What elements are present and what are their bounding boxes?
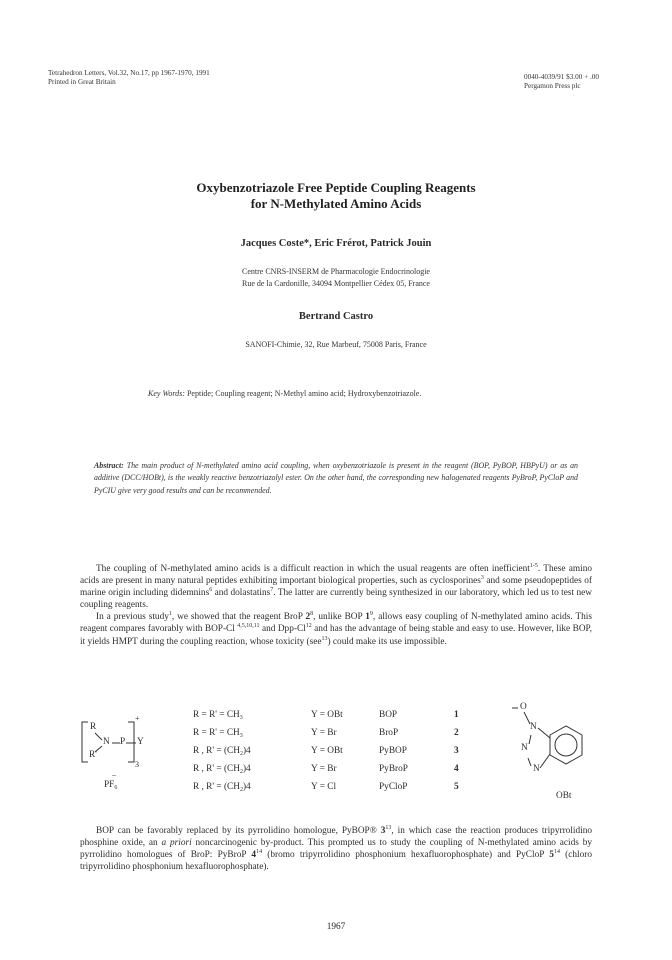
journal-header-right [524, 73, 599, 91]
row-3-compound-number: 3 [454, 746, 459, 756]
p2-text-2: , we showed that the reagent BroP [171, 612, 306, 623]
scheme-sub-3: 3 [135, 760, 139, 769]
p3-text-11: (chloro tripyrrolidino phosphonium hexafluorophosphate). [80, 850, 593, 873]
title-line-2: for N-Methylated Amino Acids [250, 196, 422, 211]
row-2-reagent-name: BroP [379, 728, 399, 738]
second-author: Bertrand Castro [298, 311, 374, 322]
scheme-plus: + [135, 714, 140, 723]
row-1-leaving-group: Y = OBt [311, 710, 343, 720]
obt-structure [500, 700, 610, 810]
p3-ref-3: 14 [553, 849, 560, 856]
row-5-reagent-name: PyCloP [379, 782, 408, 792]
row-4-compound-number: 4 [454, 764, 459, 774]
obt-n1: N [530, 722, 537, 732]
pf6-text: PF [104, 780, 115, 790]
affiliation-1-line-1: Centre CNRS-INSERM de Pharmacologie Endocrinologie [242, 267, 430, 276]
row-substituent-text: R = R' = CH [193, 710, 240, 720]
obt-n2: N [521, 743, 528, 753]
p3-ref-2: 14 [256, 849, 263, 856]
body-section-2 [80, 825, 592, 873]
p2-ref-3: 9 [369, 611, 373, 618]
p3-num-4: 4 [251, 850, 257, 861]
p1-text-b: . These amino acids are present in many natural peptides exhibiting important biological properties, such as cyclosporines [80, 564, 592, 587]
pf6-sub: 6 [114, 785, 118, 791]
row-substituent-sub: 2 [239, 787, 243, 793]
p2-ref-1: 1 [168, 611, 172, 618]
row-4-leaving-group: Y = Br [311, 764, 337, 774]
p2-text-8: , allows easy coupling of N-methylated amino acids. This reagent compares favorably with BOP-Cl [80, 612, 592, 635]
row-5-compound-number: 5 [454, 782, 459, 792]
p3-ref-1: 13 [385, 825, 392, 831]
row-substituent-text: R , R' = (CH [193, 746, 240, 756]
row-substituent-tail: )4 [242, 782, 251, 792]
page-number: 1967 [326, 922, 346, 932]
row-substituent-tail: )4 [242, 764, 251, 774]
row-substituent-sub: 2 [239, 751, 243, 757]
scheme-r: R [90, 722, 97, 732]
row-1-compound-number: 1 [454, 710, 459, 720]
paper-title [0, 180, 672, 212]
price-code: 0040-4039/91 $3.00 + .00 [524, 73, 599, 81]
paragraph-3 [80, 825, 592, 873]
p2-ref-5: 12 [305, 623, 312, 630]
row-substituent-text: R , R' = (CH [193, 764, 240, 774]
p2-text-5: , unlike BOP [313, 612, 366, 623]
key-words-label: Key Words: [148, 389, 185, 398]
row-5-substituents [193, 782, 251, 792]
p2-ref-2: 8 [310, 611, 314, 618]
paragraph-2 [80, 611, 592, 647]
benzotriazole-drawing [500, 700, 610, 810]
publisher: Pergamon Press plc [524, 82, 581, 90]
scheme-p: P [120, 737, 126, 747]
obt-label: OBt [556, 791, 572, 801]
obt-oxygen: O [520, 702, 527, 712]
paragraph-1 [80, 563, 592, 611]
p2-ref-4: 4,5,10,11 [237, 623, 260, 630]
p2-num-1: 1 [365, 612, 370, 623]
p2-num-2: 2 [305, 612, 311, 623]
row-substituent-sub: 2 [239, 769, 243, 775]
p1-ref-3: 6 [209, 587, 213, 594]
row-1-substituents [193, 710, 243, 720]
row-substituent-text: R , R' = (CH [193, 782, 240, 792]
pf6-label [104, 780, 117, 790]
p3-text-0: BOP can be favorably replaced by its pyrrolidino homologue, PyBOP® [96, 826, 381, 836]
abstract-label: Abstract: [94, 461, 124, 470]
abstract-text: The main product of N-methylated amino acid coupling, when oxybenzotriazole is present in the reagent (BOP, PyBOP, HBPyU) or as an additive (DCC/HOBt), is the weakly reactive benzotriazolyl ester. On the other hand, the corresponding new halogenated reagents PyBroP, PyCloP and PyCIU give very good results and can be recommended. [94, 461, 578, 495]
p1-text-d: and dolastatins [212, 588, 271, 599]
p1-text-e: . The latter are currently being synthesized in our laboratory, which led us to test new coupling reagents. [80, 588, 592, 611]
p3-num-5: 5 [549, 850, 554, 861]
phosphonium-bracket-drawing [68, 700, 188, 790]
row-substituent-tail: )4 [242, 746, 251, 756]
row-substituent-text: R = R' = CH [193, 728, 240, 738]
p2-text-14: ) could make its use impossible. [327, 636, 447, 647]
p3-a-priori: a priori [161, 838, 192, 849]
p2-text-12: and has the advantage of being stable and easy to use. However, like BOP, it yields HMPT during the coupling reaction, whose toxicity (see [80, 624, 592, 647]
p1-text-a: The coupling of N-methylated amino acids is a difficult reaction in which the usual reagents are often inefficient [96, 564, 530, 574]
scheme-r-prime: R' [89, 750, 97, 760]
scheme-minus: _ [112, 768, 116, 777]
scheme-n: N [103, 737, 110, 747]
p1-text-c: and some pseudopeptides of marine origin including didemnins [80, 576, 592, 599]
key-words-text: Peptide; Coupling reagent; N-Methyl amino acid; Hydroxybenzotriazole. [186, 389, 422, 398]
row-3-leaving-group: Y = OBt [311, 746, 343, 756]
abstract [94, 460, 578, 497]
row-substituent-sub: 3 [239, 715, 243, 721]
journal-header-left [48, 69, 210, 87]
affiliation-2: SANOFI-Chimie, 32, Rue Marbeuf, 75008 Paris, France [245, 340, 427, 349]
p1-ref-4: 7 [270, 587, 274, 594]
journal-citation: Tetrahedron Letters, Vol.32, No.17, pp 1967-1970, 1991 [48, 69, 210, 77]
p2-text-10: and Dpp-Cl [259, 624, 306, 635]
p3-num-3: 3 [380, 826, 386, 836]
affiliation-1 [0, 266, 672, 289]
row-2-compound-number: 2 [454, 728, 459, 738]
p1-ref-2: 3 [480, 575, 484, 582]
p3-text-8: (bromo tripyrrolidino phosphonium hexafluorophosphate) and PyCloP [262, 850, 550, 861]
p3-text-5: noncarcinogenic by-product. This prompted us to study the coupling of N-methylated amino acids by pyrrolidino homologues of BroP: PyBroP [80, 838, 592, 861]
row-5-leaving-group: Y = Cl [311, 782, 337, 792]
row-3-reagent-name: PyBOP [379, 746, 407, 756]
row-substituent-sub: 3 [239, 733, 243, 739]
row-1-reagent-name: BOP [379, 710, 398, 720]
affiliation-1-line-2: Rue de la Cardonille, 34094 Montpellier Cédex 05, France [242, 278, 430, 288]
row-4-substituents [193, 764, 251, 774]
row-4-reagent-name: PyBroP [379, 764, 408, 774]
printed-in: Printed in Great Britain [48, 78, 116, 86]
row-3-substituents [193, 746, 251, 756]
obt-n3: N [533, 764, 540, 774]
author-list: Jacques Coste*, Eric Frérot, Patrick Jouin [240, 238, 432, 249]
title-line-1: Oxybenzotriazole Free Peptide Coupling Reagents [196, 180, 476, 195]
row-2-substituents [193, 728, 243, 738]
p2-ref-6: 13 [321, 635, 328, 642]
body-section-1 [80, 563, 592, 648]
scheme-y: Y [137, 737, 144, 747]
phosphonium-structure [68, 700, 188, 790]
p3-text-3: , in which case the reaction produces tripyrrolidino phosphine oxide, an [80, 826, 593, 849]
key-words [148, 389, 421, 398]
row-2-leaving-group: Y = Br [311, 728, 337, 738]
p2-text-0: In a previous study [96, 612, 169, 623]
p1-ref-1: 1-5 [529, 563, 538, 569]
